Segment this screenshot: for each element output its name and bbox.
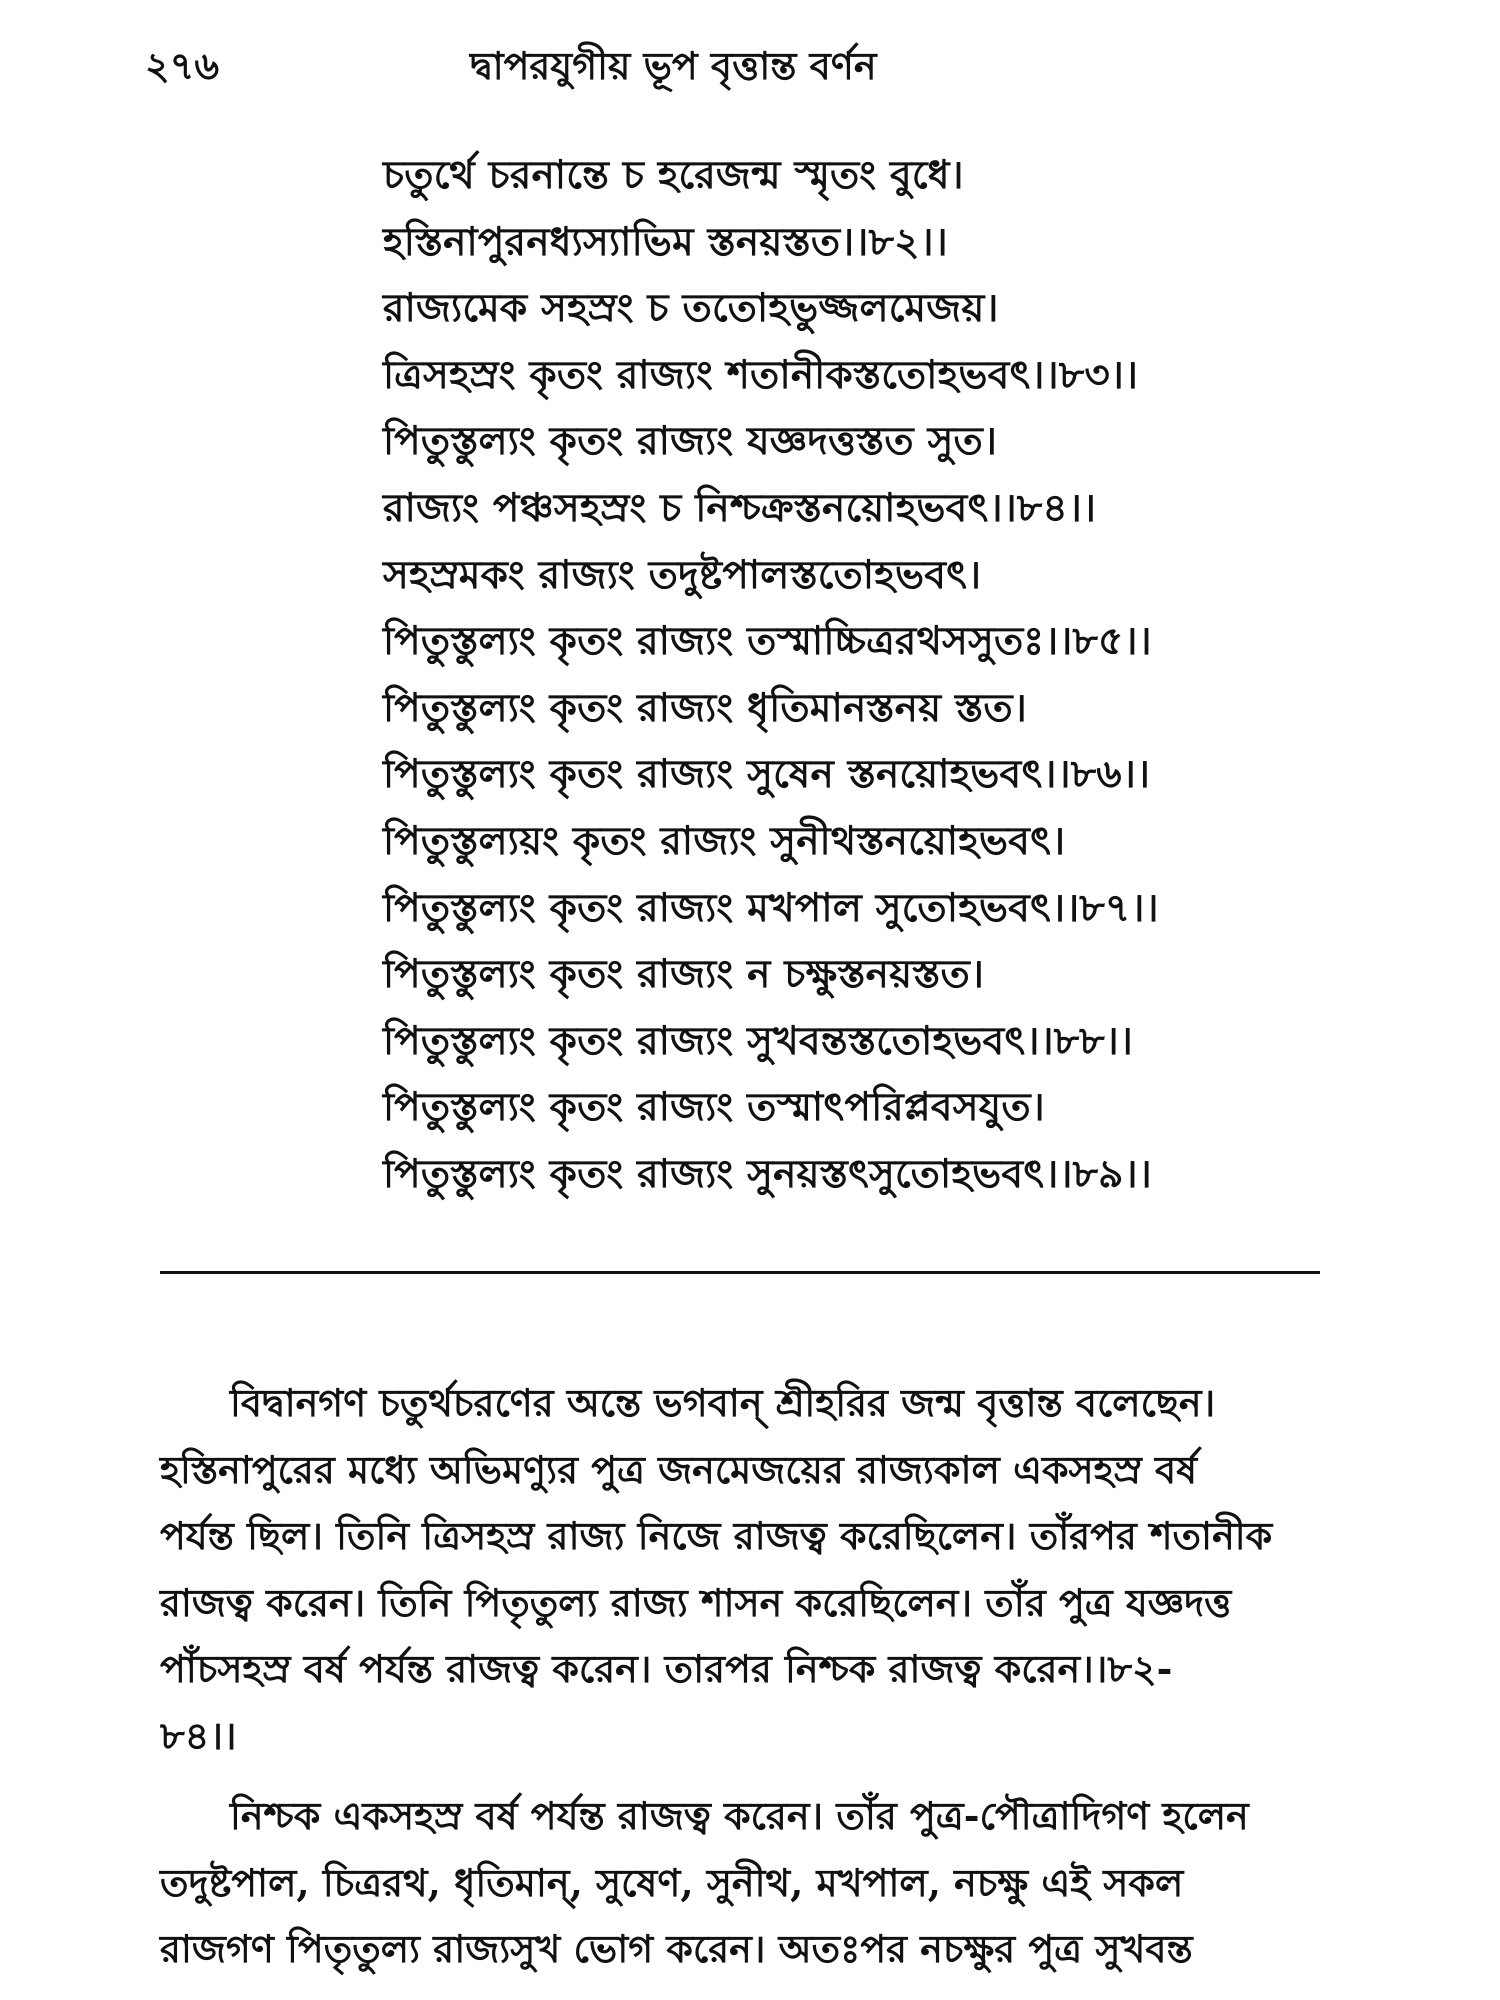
verse-line: হস্তিনাপুরনধ্যস্যাভিম স্তনয়স্তত।।৮২।। — [383, 218, 948, 265]
verse-line: পিতুস্তুল্যং কৃতং রাজ্যং ধৃতিমানস্তনয় স্তত। — [383, 684, 1027, 731]
verse-line: পিতুস্তুল্যং কৃতং রাজ্যং মখপাল সুতোহভবৎ।।৮৭।। — [383, 884, 1159, 931]
bengali-commentary — [160, 1370, 1320, 1983]
verse-line: রাজ্যং পঞ্চসহস্রং চ নিশ্চক্রস্তনয়োহভবৎ।।৮৪।। — [383, 484, 1097, 531]
verse-line: পিতুস্তুল্যং কৃতং রাজ্যং তস্মাচ্চিত্ররথসসুতঃ।।৮৫।। — [383, 618, 1152, 665]
verse-line: পিতুস্তুল্যং কৃতং রাজ্যং ন চক্ষুস্তনয়স্তত। — [383, 951, 985, 998]
verse-line: পিতুস্তুল্যং কৃতং রাজ্যং সুখবন্তস্ততোহভবৎ।।৮৮।। — [383, 1017, 1134, 1064]
verse-line: ত্রিসহস্রং কৃতং রাজ্যং শতানীকস্ততোহভবৎ।।৮৩।। — [383, 351, 1139, 398]
commentary-line: হস্তিনাপুরের মধ্যে অভিমণ্যুর পুত্র জনমেজয়ের রাজ্যকাল একসহস্র বর্ষ — [160, 1446, 1198, 1492]
running-title: দ্বাপরযুগীয় ভূপ বৃত্তান্ত বর্ণন — [470, 43, 877, 88]
commentary-paragraph-2 — [160, 1783, 1320, 1983]
commentary-line: পাঁচসহস্র বর্ষ পর্যন্ত রাজত্ব করেন। তারপর নিশ্চক রাজত্ব করেন।।৮২- — [160, 1646, 1173, 1691]
verse-line: পিতুস্তুল্যং কৃতং রাজ্যং সুনয়স্তৎসুতোহভবৎ।।৮৯।। — [383, 1150, 1152, 1197]
verse-line: পিতুস্তুল্যং কৃতং রাজ্যং সুষেন স্তনয়োহভবৎ।।৮৬।। — [383, 751, 1151, 798]
commentary-line: ৮৪।। — [160, 1712, 237, 1758]
verse-line: চতুর্থে চরনান্তে চ হরেজন্ম স্মৃতং বুধে। — [383, 152, 964, 198]
paragraph-gap — [160, 1769, 1320, 1783]
verse-line: সহস্রমকং রাজ্যং তদুষ্টপালস্ততোহভবৎ। — [383, 551, 982, 598]
commentary-line: রাজগণ পিতৃতুল্য রাজ্যসুখ ভোগ করেন। অতঃপর নচক্ষুর পুত্র সুখবন্ত — [160, 1926, 1193, 1971]
commentary-line: রাজত্ব করেন। তিনি পিতৃতুল্য রাজ্য শাসন করেছিলেন। তাঁর পুত্র যজ্ঞদত্ত — [160, 1579, 1232, 1625]
page-header — [145, 36, 1345, 96]
verse-line: পিতুস্তুল্যং কৃতং রাজ্যং যজ্ঞদত্তস্তত সুত। — [383, 418, 998, 465]
verse-line: পিতুস্তুল্যং কৃতং রাজ্যং তস্মাৎপরিপ্লবসযুত। — [383, 1084, 1045, 1131]
verse-line: পিতুস্তুল্যয়ং কৃতং রাজ্যং সুনীথস্তনয়োহভবৎ। — [383, 817, 1066, 864]
commentary-line: তদুষ্টপাল, চিত্ররথ, ধৃতিমান্, সুষেণ, সুনীথ, মখপাল, নচক্ষু এই সকল — [160, 1859, 1184, 1905]
sanskrit-verses — [383, 142, 1383, 1208]
commentary-paragraph-1 — [160, 1370, 1320, 1769]
verse-line: রাজ্যমেক সহস্রং চ ততোহভুজ্জলমেজয়। — [383, 285, 999, 332]
section-divider — [160, 1271, 1320, 1274]
commentary-line: পর্যন্ত ছিল। তিনি ত্রিসহস্র রাজ্য নিজে রাজত্ব করেছিলেন। তাঁরপর শতানীক — [160, 1513, 1273, 1558]
page-number: ২৭৬ — [145, 43, 220, 88]
commentary-line: বিদ্বানগণ চতুর্থচরণের অন্তে ভগবান্ শ্রীহরির জন্ম বৃত্তান্ত বলেছেন। — [230, 1380, 1216, 1425]
commentary-line: নিশ্চক একসহস্র বর্ষ পর্যন্ত রাজত্ব করেন। তাঁর পুত্র-পৌত্রাদিগণ হলেন — [230, 1793, 1249, 1838]
